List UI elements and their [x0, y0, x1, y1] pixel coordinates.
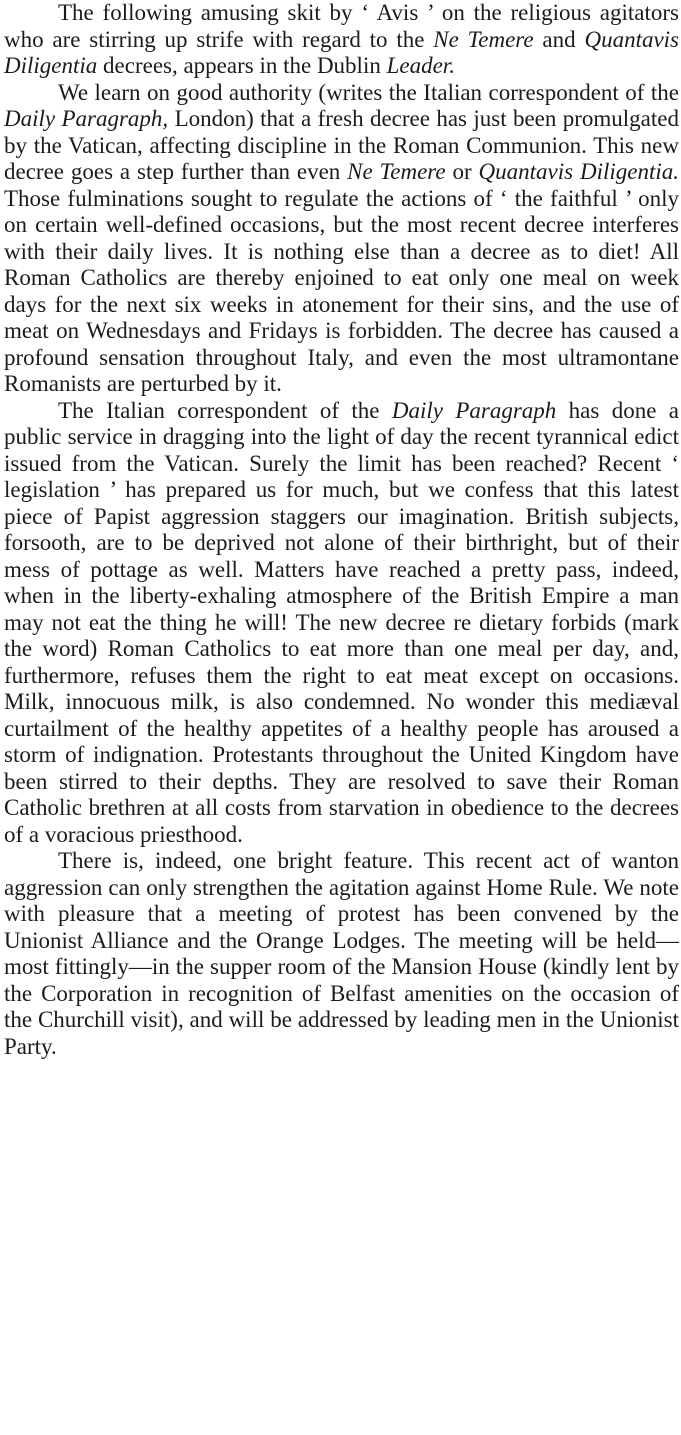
- paragraph-text: has done a public service in dragging into the light of day the recent tyrannical edict issued from the Vatican. Surely the limit has been reached? Recent ‘ legislation ’ has prepared us for much, but we confess that this latest piece of Papist aggression staggers our imagination. British subjects, forsooth, are to be deprived not alone of their birthright, but of their mess of pottage as well. Matters have reached a pretty pass, indeed, when in the liberty-exhaling atmosphere of the British Empire a man may not eat the thing he will! The new decree re dietary forbids (mark the word) Roman Catholics to eat more than one meal per day, and, furthermore, refuses them the right to eat meat except on occasions. Milk, innocuous milk, is also condemned. No wonder this mediæval curtailment of the healthy appetites of a healthy people has aroused a storm of indignation. Protestants throughout the United Kingdom have been stirred to their depths. They are resolved to save their Roman Catholic brethren at all costs from starvation in obedience to the decrees of a voracious priesthood.: [4, 397, 679, 847]
- paragraph-text: decrees, appears in the Dublin: [97, 53, 387, 78]
- paragraph-commentary: [4, 398, 679, 849]
- italic-title-daily-paragraph: Daily Paragraph: [391, 397, 557, 423]
- paragraph-text: The Italian correspondent of the: [58, 397, 392, 423]
- paragraph-text: London) that a fresh decree has just been promulgated by the Vatican, affecting discipline in the Roman Communion. This new decree goes a step further than even: [4, 106, 679, 184]
- paragraph-intro: [4, 0, 679, 80]
- paragraph-text: The following amusing skit by ‘ Avis ’ on the religious agitators who are stirring up strife with regard to the: [4, 0, 679, 52]
- paragraph-conclusion: [4, 848, 679, 1060]
- paragraph-text: Those fulminations sought to regulate the actions of ‘ the faithful ’ only on certain well-defined occasions, but the most recent decree interferes with their daily lives. It is nothing else than a decree as to diet! All Roman Catholics are thereby enjoined to eat only one meal on week days for the next six weeks in atonement for their sins, and the use of meat on Wednesdays and Fridays is forbidden. The decree has caused a profound sensation throughout Italy, and even the most ultramontane Romanists are perturbed by it.: [4, 185, 679, 396]
- paragraph-text: We learn on good authority (writes the Italian correspondent of the: [58, 79, 679, 105]
- italic-title-leader: Leader.: [386, 53, 455, 78]
- italic-title-ne-temere: Ne Temere: [347, 159, 446, 184]
- paragraph-text: and: [533, 26, 585, 52]
- italic-title-daily-paragraph: Daily Paragraph,: [4, 106, 169, 131]
- paragraph-decree-report: [4, 80, 679, 398]
- paragraph-text: or: [445, 159, 479, 184]
- italic-title-ne-temere: Ne Temere: [433, 26, 534, 52]
- italic-title-quantavis-diligentia: Quantavis Diligentia: [4, 26, 680, 78]
- paragraph-text: There is, indeed, one bright feature. This recent act of wanton aggression can only strengthen the agitation against Home Rule. We note with pleasure that a meeting of protest has been convened by the Unionist Alliance and the Orange Lodges. The meeting will be held—most fittingly—in the supper room of the Mansion House (kindly lent by the Corporation in recognition of Belfast amenities on the occasion of the Churchill visit), and will be addressed by leading men in the Unionist Party.: [4, 848, 679, 1059]
- italic-title-quantavis-diligentia: Quantavis Diligentia.: [478, 159, 679, 184]
